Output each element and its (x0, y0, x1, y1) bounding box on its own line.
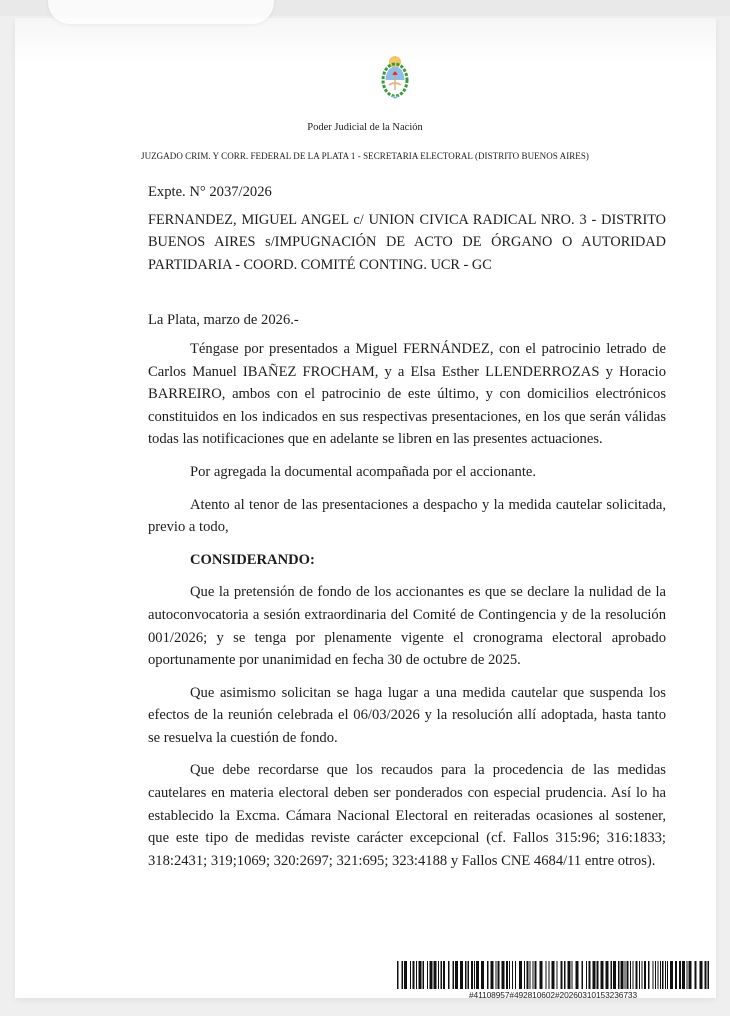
barcode-bar (660, 961, 661, 989)
barcode-bar (546, 961, 547, 989)
barcode-bar (512, 961, 513, 989)
barcode-bar (506, 961, 508, 989)
barcode-bar (438, 961, 439, 989)
barcode-bar (509, 961, 510, 989)
place-date: La Plata, marzo de 2026.- (148, 312, 299, 329)
barcode-bar (621, 961, 624, 989)
barcode-bar (568, 961, 571, 989)
barcode-bar (679, 961, 681, 989)
barcode-bar (524, 961, 525, 989)
barcode-bar (533, 961, 534, 989)
considerando-paragraph: Que asimismo solicitan se haga lugar a una medida cautelar que suspenda los efectos de la reunión celebrada el 06/03/2026 y la resolución allí adoptada, hasta tanto se resuelva la cuestión de fondo. (148, 684, 666, 746)
barcode-bar (687, 961, 688, 989)
barcode-bar (481, 961, 484, 989)
paragraph-documental: Por agregada la documental acompañada por el accionante. (190, 463, 537, 480)
barcode-bar (496, 961, 497, 989)
barcode-bar (586, 961, 587, 989)
barcode-bar (535, 961, 537, 989)
barcode-bar (448, 961, 450, 989)
paragraph-tengase: Téngase por presentados a Miguel FERNÁNDEZ, con el patrocinio letrado de Carlos Manuel IBAÑEZ FROCHAM, y a Elsa Esther LLENDERROZAS y Horacio BARREIRO, ambos con el patrocinio de este último, y con domicilios electrónicos constituidos en los indicados en sus respectivas presentaciones, en los que serán válidas todas las notificaciones que en adelante se libren en las presentes actuaciones. (148, 340, 666, 448)
barcode-bar (665, 961, 666, 989)
barcode-bar (601, 961, 604, 989)
barcode-bar (474, 961, 475, 989)
barcode-bar (552, 961, 555, 989)
barcode-bar (695, 961, 697, 989)
barcode-bar (682, 961, 685, 989)
barcode-bar (675, 961, 677, 989)
barcode-bar (606, 961, 609, 989)
barcode-bar (397, 961, 399, 989)
barcode-bar (705, 961, 707, 989)
barcode-bar (627, 961, 629, 989)
barcode-bar (502, 961, 505, 989)
barcode-bar (468, 961, 470, 989)
barcode-bar (519, 961, 522, 989)
barcode-bar (491, 961, 494, 989)
barcode-bar (572, 961, 573, 989)
barcode-bar (557, 961, 558, 989)
page-top-fade (15, 18, 716, 68)
considerando-paragraph: Que debe recordarse que los recaudos para la procedencia de las medidas cautelares en materia electoral deben ser ponderados con especial prudencia. Así lo ha establecido la Excma. Cámara Nacional Electoral en reiteradas ocasiones al sostener, que este tipo de medidas reviste carácter excepcional (cf. Fallos 315:96; 316:1833; 318:2431; 319;1069; 320:2697; 321:695; 323:4188 y Fallos CNE 4684/11 entre otros). (148, 762, 666, 869)
barcode-bar (434, 961, 437, 989)
section-heading: CONSIDERANDO: (190, 551, 315, 568)
barcode-bar (561, 961, 563, 989)
barcode-bar (419, 961, 422, 989)
barcode-bar (670, 961, 673, 989)
case-number: Expte. N° 2037/2026 (148, 184, 272, 200)
barcode-bar (658, 961, 659, 989)
barcode-bar (410, 961, 411, 989)
barcode-bar (564, 961, 566, 989)
barcode-block (397, 961, 709, 1000)
barcode-bar (633, 961, 634, 989)
barcode-bar (527, 961, 529, 989)
barcode-bar (427, 961, 428, 989)
barcode-bar (498, 961, 500, 989)
barcode-bar (465, 961, 467, 989)
barcode-bar (636, 961, 638, 989)
paragraph-atento: Atento al tenor de las presentaciones a despacho y la medida cautelar solicitada, previo a todo, (148, 496, 666, 536)
barcode-bar (644, 961, 646, 989)
barcode-bar (582, 961, 584, 989)
barcode-bar (700, 961, 703, 989)
barcode-bar (653, 961, 654, 989)
barcode-bar (625, 961, 626, 989)
barcode-bar (487, 961, 489, 989)
barcode-bar (648, 961, 650, 989)
barcode-bar (460, 961, 463, 989)
barcode-bar (402, 961, 404, 989)
barcode-bar (443, 961, 445, 989)
viewer-overlay-tab[interactable] (48, 0, 274, 24)
barcode-bar (630, 961, 631, 989)
barcode-bar (423, 961, 425, 989)
barcode-icon (397, 961, 709, 989)
barcode-bar (655, 961, 656, 989)
barcode-bar (689, 961, 692, 989)
barcode-bar (453, 961, 455, 989)
barcode-bar (471, 961, 473, 989)
barcode-bar (549, 961, 550, 989)
barcode-bar (613, 961, 616, 989)
barcode-bar (611, 961, 613, 989)
institution-header: Poder Judicial de la Nación (307, 122, 423, 133)
barcode-bar (530, 961, 531, 989)
barcode-bar (540, 961, 543, 989)
document-body (148, 181, 666, 882)
barcode-bar (455, 961, 458, 989)
barcode-bar (667, 961, 668, 989)
barcode-text: #41108957#492810602#20260310153236733 (468, 990, 637, 1000)
barcode-bar (642, 961, 643, 989)
barcode-bar (662, 961, 664, 989)
barcode-bar (441, 961, 443, 989)
barcode-bar (576, 961, 579, 989)
coat-of-arms-icon (377, 54, 413, 100)
barcode-bar (597, 961, 599, 989)
barcode-bar (618, 961, 620, 989)
barcode-bar (639, 961, 640, 989)
barcode-bar (589, 961, 591, 989)
barcode-bar (515, 961, 516, 989)
barcode-bar (476, 961, 479, 989)
court-header: JUZGADO CRIM. Y CORR. FEDERAL DE LA PLATA 1 - SECRETARIA ELECTORAL (DISTRITO BUENOS AIRES) (141, 151, 589, 161)
barcode-bar (430, 961, 433, 989)
barcode-bar (593, 961, 596, 989)
barcode-bar (416, 961, 417, 989)
considerando-paragraph: Que la pretensión de fondo de los accionantes es que se declare la nulidad de la autoconvocatoria a sesión extraordinaria del Comité de Contingencia y de la resolución 001/2026; y se tenga por plenamente vigente el cronograma electoral aprobado oportunamente por unanimidad en fecha 30 de octubre de 2025. (148, 584, 666, 669)
barcode-bar (708, 961, 710, 989)
case-caption: FERNANDEZ, MIGUEL ANGEL c/ UNION CIVICA RADICAL NRO. 3 - DISTRITO BUENOS AIRES s/IMPUGNACIÓN DE ACTO DE ÓRGANO O AUTORIDAD PARTIDARIA - COORD. COMITÉ CONTING. UCR - GC (148, 211, 666, 273)
barcode-bar (404, 961, 407, 989)
barcode-bar (413, 961, 415, 989)
